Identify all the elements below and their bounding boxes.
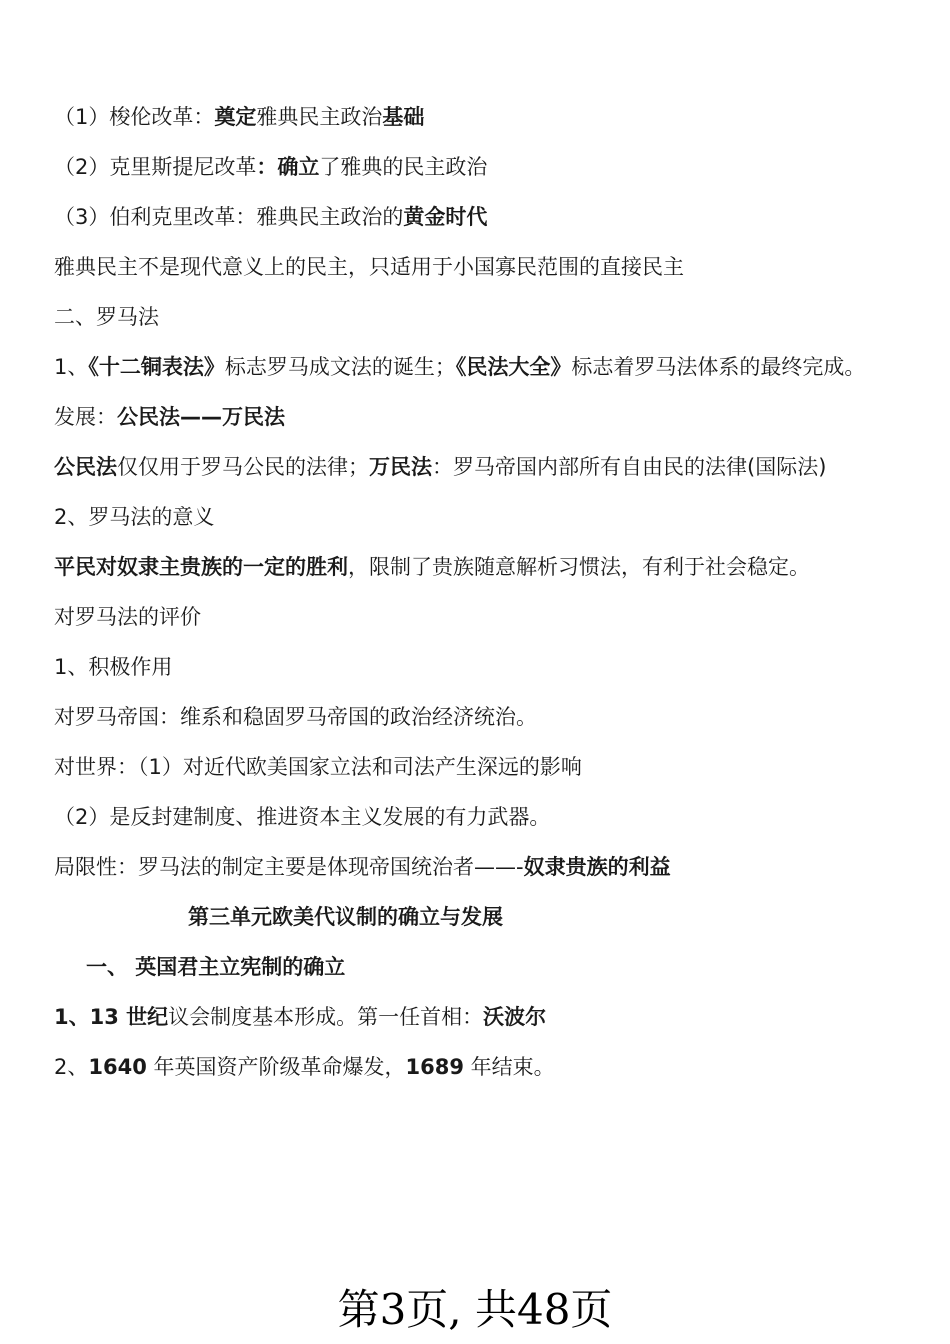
text-line-civil-and-gentium-law: 公民法仅仅用于罗马公民的法律；万民法：罗马帝国内部所有自由民的法律(国际法) bbox=[54, 455, 827, 479]
text-line-positive-role: 1、积极作用 bbox=[54, 655, 173, 679]
section-heading-british-monarchy: 一、 英国君主立宪制的确立 bbox=[86, 955, 346, 979]
text-line-limitation: 局限性：罗马法的制定主要是体现帝国统治者——-奴隶贵族的利益 bbox=[54, 855, 671, 879]
text-line-roman-empire-effect: 对罗马帝国：维系和稳固罗马帝国的政治经济统治。 bbox=[54, 705, 537, 729]
text-line-pericles-reform: （3）伯利克里改革：雅典民主政治的黄金时代 bbox=[54, 205, 488, 229]
unit-heading: 第三单元欧美代议制的确立与发展 bbox=[188, 905, 503, 929]
text-line-world-effect-2: （2）是反封建制度、推进资本主义发展的有力武器。 bbox=[54, 805, 551, 829]
section-heading-roman-law: 二、罗马法 bbox=[54, 305, 159, 329]
document-body bbox=[54, 92, 904, 1092]
text-line-parliament: 1、13 世纪议会制度基本形成。第一任首相：沃波尔 bbox=[54, 1005, 547, 1029]
text-line-revolution: 2、1640 年英国资产阶级革命爆发，1689 年结束。 bbox=[54, 1055, 555, 1079]
text-line-cleisthenes-reform: （2）克里斯提尼改革：确立了雅典的民主政治 bbox=[54, 155, 488, 179]
text-line-world-effect-1: 对世界：（1）对近代欧美国家立法和司法产生深远的影响 bbox=[54, 755, 582, 779]
text-line-solon-reform: （1）梭伦改革：奠定雅典民主政治基础 bbox=[54, 105, 425, 129]
text-line-significance: 平民对奴隶主贵族的一定的胜利，限制了贵族随意解析习惯法，有利于社会稳定。 bbox=[54, 555, 810, 579]
text-line-development: 发展：公民法——万民法 bbox=[54, 405, 285, 429]
text-line-significance-heading: 2、罗马法的意义 bbox=[54, 505, 215, 529]
page-number-footer: 第3页, 共48页 bbox=[337, 1285, 613, 1334]
text-line-evaluation-heading: 对罗马法的评价 bbox=[54, 605, 201, 629]
text-line-athenian-democracy-note: 雅典民主不是现代意义上的民主，只适用于小国寡民范围的直接民主 bbox=[54, 255, 684, 279]
text-line-twelve-tables: 1、《十二铜表法》标志罗马成文法的诞生；《民法大全》标志着罗马法体系的最终完成。 bbox=[54, 355, 866, 379]
